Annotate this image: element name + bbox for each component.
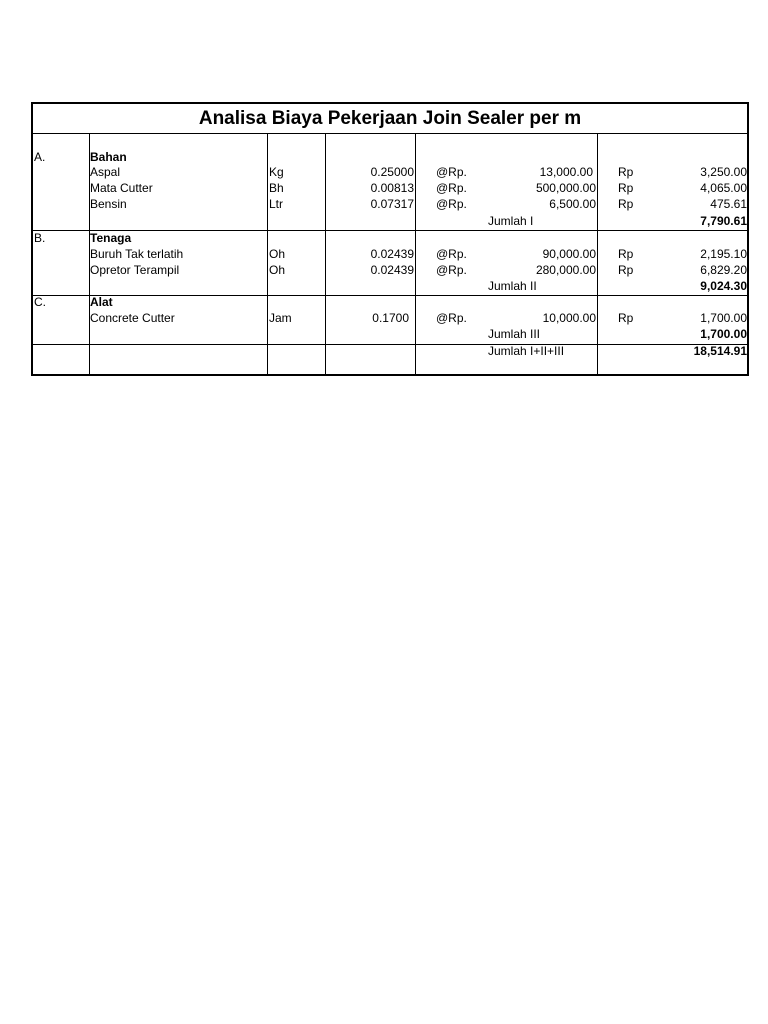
item-amount: 475.61 [710, 197, 747, 211]
subtotal-label: Jumlah I [488, 214, 534, 228]
item-rp: Rp [618, 263, 634, 277]
item-coefficient: 0.25000 [370, 165, 414, 179]
item-unit-price: 280,000.00 [535, 263, 596, 277]
item-amount: 3,250.00 [700, 165, 747, 179]
column-divider [597, 133, 598, 374]
sheet-title: Analisa Biaya Pekerjaan Join Sealer per m [33, 104, 747, 134]
item-unit-price: 90,000.00 [542, 247, 596, 261]
item-unit: Jam [269, 311, 292, 325]
item-unit: Bh [269, 181, 284, 195]
item-name: Bensin [90, 197, 127, 211]
item-rp: Rp [618, 181, 634, 195]
subtotal-value: 7,790.61 [700, 214, 747, 228]
item-amount: 2,195.10 [700, 247, 747, 261]
section-divider [33, 295, 747, 296]
item-unit-price: 13,000.00 [539, 165, 593, 179]
item-rp: Rp [618, 197, 634, 211]
item-coefficient: 0.00813 [370, 181, 414, 195]
item-at-rp: @Rp. [436, 311, 467, 325]
item-at-rp: @Rp. [436, 197, 467, 211]
item-name: Mata Cutter [90, 181, 153, 195]
column-divider [267, 133, 268, 374]
item-coefficient: 0.07317 [370, 197, 414, 211]
item-amount: 4,065.00 [700, 181, 747, 195]
section-code: B. [34, 231, 46, 245]
item-at-rp: @Rp. [436, 263, 467, 277]
item-unit-price: 6,500.00 [549, 197, 596, 211]
grand-total-value: 18,514.91 [693, 344, 747, 358]
subtotal-value: 9,024.30 [700, 279, 747, 293]
item-name: Buruh Tak terlatih [90, 247, 184, 261]
section-code: A. [34, 150, 46, 164]
item-rp: Rp [618, 165, 634, 179]
section-code: C. [34, 295, 46, 309]
item-unit: Oh [269, 263, 286, 277]
subtotal-label: Jumlah II [488, 279, 537, 293]
item-name: Aspal [90, 165, 121, 179]
cost-analysis-sheet [31, 102, 749, 376]
item-rp: Rp [618, 247, 634, 261]
item-amount: 6,829.20 [700, 263, 747, 277]
item-unit-price: 10,000.00 [542, 311, 596, 325]
section-heading: Tenaga [90, 231, 132, 245]
item-unit: Ltr [269, 197, 284, 211]
item-at-rp: @Rp. [436, 165, 467, 179]
item-rp: Rp [618, 311, 634, 325]
subtotal-label: Jumlah III [488, 327, 541, 341]
section-heading: Alat [90, 295, 113, 309]
item-name: Opretor Terampil [90, 263, 180, 277]
item-amount: 1,700.00 [700, 311, 747, 325]
item-unit: Oh [269, 247, 286, 261]
item-coefficient: 0.1700 [372, 311, 409, 325]
item-unit-price: 500,000.00 [535, 181, 596, 195]
subtotal-value: 1,700.00 [700, 327, 747, 341]
item-coefficient: 0.02439 [370, 263, 414, 277]
section-heading: Bahan [90, 150, 127, 164]
item-unit: Kg [269, 165, 284, 179]
item-name: Concrete Cutter [90, 311, 175, 325]
grand-total-label: Jumlah I+II+III [488, 344, 565, 358]
item-at-rp: @Rp. [436, 181, 467, 195]
item-at-rp: @Rp. [436, 247, 467, 261]
column-divider [415, 133, 416, 374]
section-divider [33, 230, 747, 231]
item-coefficient: 0.02439 [370, 247, 414, 261]
